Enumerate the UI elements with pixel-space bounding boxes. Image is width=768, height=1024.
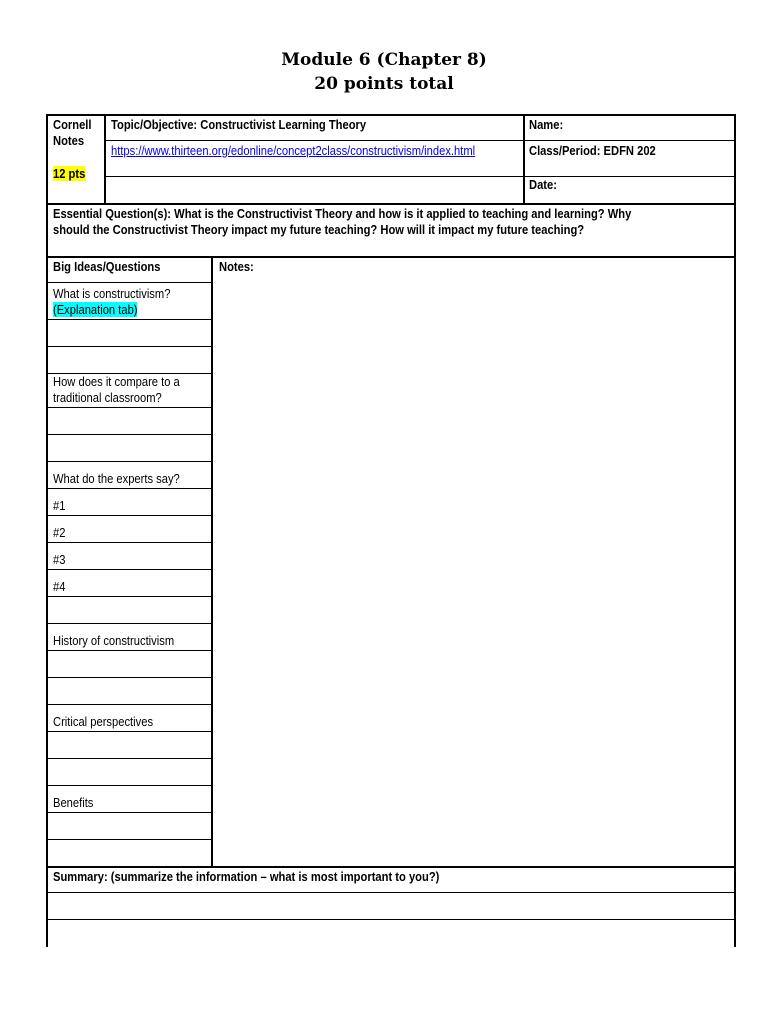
notes-header: Notes: [219,259,254,274]
divider [46,256,736,258]
expert-2: #2 [53,525,66,540]
question-experts: What do the experts say? [53,471,180,486]
row-divider [46,488,212,489]
question-compare-line2: traditional classroom? [53,390,162,405]
notes-label: Notes [53,133,85,148]
question-history: History of constructivism [53,633,175,648]
question-compare-line1: How does it compare to a [53,374,180,389]
row-divider [46,434,212,435]
big-ideas-header: Big Ideas/Questions [53,259,161,274]
expert-3: #3 [53,552,66,567]
row-divider [46,407,212,408]
row-divider [46,596,212,597]
cornell-label: Cornell [53,117,92,132]
row-divider [46,704,212,705]
summary-line [46,892,736,893]
points-badge: 12 pts [53,166,86,181]
divider [46,203,736,205]
column-divider [523,114,525,204]
question-critical: Critical perspectives [53,714,154,729]
row-divider [46,319,212,320]
row-divider [46,650,212,651]
page-subtitle: 20 points total [314,74,454,94]
essential-question-line1: Essential Question(s): What is the Constructivist Theory and how is it applied to teaching and learning? Why [53,206,632,221]
row-divider [46,812,212,813]
row-divider [46,731,212,732]
row-divider [46,758,212,759]
row-divider [46,542,212,543]
row-divider [46,839,212,840]
class-period-label: Class/Period: EDFN 202 [529,143,656,158]
row-divider [46,569,212,570]
column-divider [211,256,213,867]
name-label: Name: [529,117,564,132]
row-divider [46,346,212,347]
column-divider [104,114,106,204]
resource-link[interactable]: https://www.thirteen.org/edonline/concept2class/constructivism/index.html [111,143,476,158]
row-divider [46,785,212,786]
expert-1: #1 [53,498,66,513]
date-label: Date: [529,177,557,192]
expert-4: #4 [53,579,66,594]
row-divider [46,677,212,678]
divider [525,140,736,141]
summary-label: Summary: (summarize the information – what is most important to you?) [53,869,440,884]
summary-line [46,919,736,920]
row-divider [46,623,212,624]
essential-question-line2: should the Constructivist Theory impact my future teaching? How will it impact my future teaching? [53,222,585,237]
question-constructivism: What is constructivism? [53,286,171,301]
row-divider [46,282,212,283]
topic-objective: Topic/Objective: Constructivist Learning Theory [111,117,367,132]
explanation-tab-note: (Explanation tab) [53,302,138,317]
page-title: Module 6 (Chapter 8) [281,50,487,70]
row-divider [46,461,212,462]
cornell-notes-table [46,114,736,947]
divider [104,140,525,141]
question-benefits: Benefits [53,795,94,810]
row-divider [46,515,212,516]
divider [46,866,736,868]
divider [104,176,736,177]
